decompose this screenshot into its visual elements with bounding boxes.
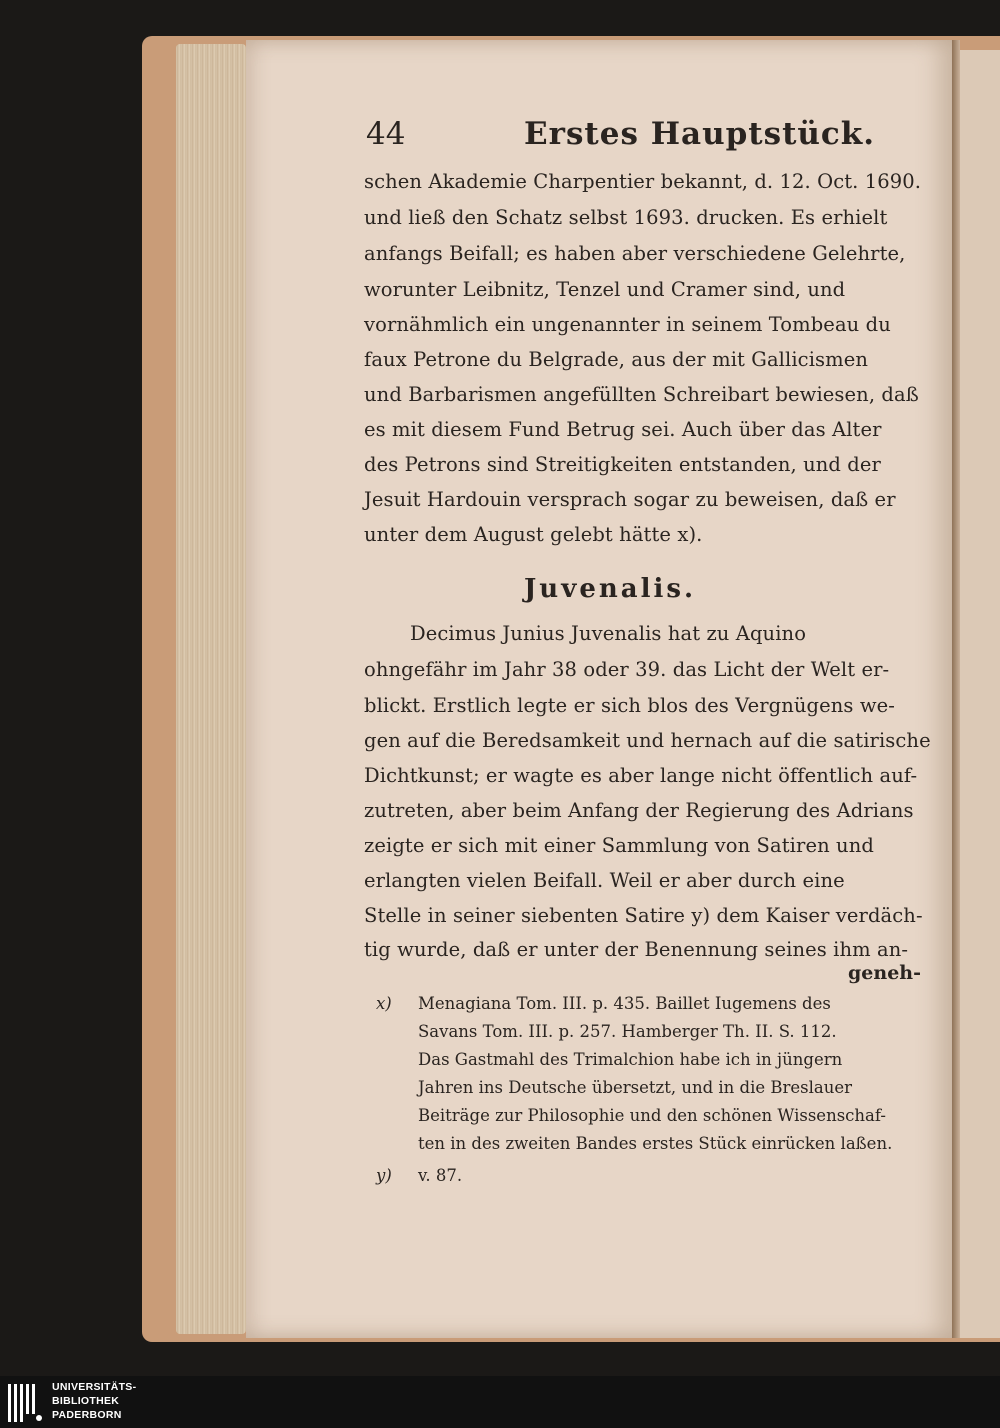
text-line: Stelle in seiner siebenten Satire y) dem Kaiser verdäch- bbox=[364, 904, 923, 927]
footnote-line: Das Gastmahl des Trimalchion habe ich in jüngern bbox=[418, 1050, 843, 1069]
footnote-line: Jahren ins Deutsche übersetzt, und in die Breslauer bbox=[418, 1078, 853, 1097]
book-gutter bbox=[952, 40, 960, 1338]
page-header bbox=[366, 116, 886, 162]
library-name-line: BIBLIOTHEK bbox=[52, 1395, 120, 1407]
footnote-mark: x) bbox=[376, 994, 392, 1013]
text-line: ohngefähr im Jahr 38 oder 39. das Licht der Welt er- bbox=[364, 658, 890, 681]
text-line: zutreten, aber beim Anfang der Regierung des Adrians bbox=[364, 799, 914, 822]
section-heading: Juvenalis. bbox=[524, 574, 697, 604]
library-logo-icon bbox=[6, 1382, 46, 1424]
footnote-text: v. 87. bbox=[418, 1166, 463, 1185]
text-line: erlangten vielen Beifall. Weil er aber durch eine bbox=[364, 869, 845, 892]
footnote-line bbox=[376, 1166, 916, 1185]
text-line: vornähmlich ein ungenannter in seinem Tombeau du bbox=[364, 313, 891, 336]
text-line: Decimus Junius Juvenalis hat zu Aquino bbox=[410, 622, 807, 645]
footnote-line: ten in des zweiten Bandes erstes Stück einrücken laßen. bbox=[418, 1134, 893, 1153]
page-number: 44 bbox=[366, 116, 406, 152]
text-line: zeigte er sich mit einer Sammlung von Satiren und bbox=[364, 834, 874, 857]
text-line: Jesuit Hardouin versprach sogar zu beweisen, daß er bbox=[364, 488, 896, 511]
text-line: des Petrons sind Streitigkeiten entstanden, und der bbox=[364, 453, 881, 476]
text-line: es mit diesem Fund Betrug sei. Auch über das Alter bbox=[364, 418, 882, 441]
text-line: Dichtkunst; er wagte es aber lange nicht öffentlich auf- bbox=[364, 764, 918, 787]
text-line: schen Akademie Charpentier bekannt, d. 12. Oct. 1690. bbox=[364, 170, 922, 193]
text-line: unter dem August gelebt hätte x). bbox=[364, 523, 703, 546]
library-name-line: PADERBORN bbox=[52, 1409, 122, 1421]
footnote-line: Beiträge zur Philosophie und den schönen Wissenschaf- bbox=[418, 1106, 886, 1125]
text-line: und ließ den Schatz selbst 1693. drucken. Es erhielt bbox=[364, 206, 888, 229]
running-head: Erstes Hauptstück. bbox=[524, 116, 876, 152]
facing-page-edge bbox=[960, 50, 1000, 1338]
footnote-mark: y) bbox=[376, 1166, 392, 1185]
library-footer bbox=[0, 1376, 1000, 1428]
text-line: worunter Leibnitz, Tenzel und Cramer sind, und bbox=[364, 278, 846, 301]
library-name-line: UNIVERSITÄTS- bbox=[52, 1381, 137, 1393]
text-line: faux Petrone du Belgrade, aus der mit Gallicismen bbox=[364, 348, 869, 371]
text-line: tig wurde, daß er unter der Benennung seines ihm an- bbox=[364, 938, 909, 961]
text-line: blickt. Erstlich legte er sich blos des Vergnügens we- bbox=[364, 694, 895, 717]
text-line: und Barbarismen angefüllten Schreibart bewiesen, daß bbox=[364, 383, 919, 406]
footnote-line bbox=[376, 994, 916, 1013]
footnote-line: Savans Tom. III. p. 257. Hamberger Th. II. S. 112. bbox=[418, 1022, 837, 1041]
page-edges bbox=[176, 44, 246, 1334]
text-line: gen auf die Beredsamkeit und hernach auf die satirische bbox=[364, 729, 931, 752]
text-line: anfangs Beifall; es haben aber verschiedene Gelehrte, bbox=[364, 242, 906, 265]
footnote-text: Menagiana Tom. III. p. 435. Baillet Iugemens des bbox=[418, 994, 831, 1013]
catchword: geneh- bbox=[848, 962, 921, 984]
